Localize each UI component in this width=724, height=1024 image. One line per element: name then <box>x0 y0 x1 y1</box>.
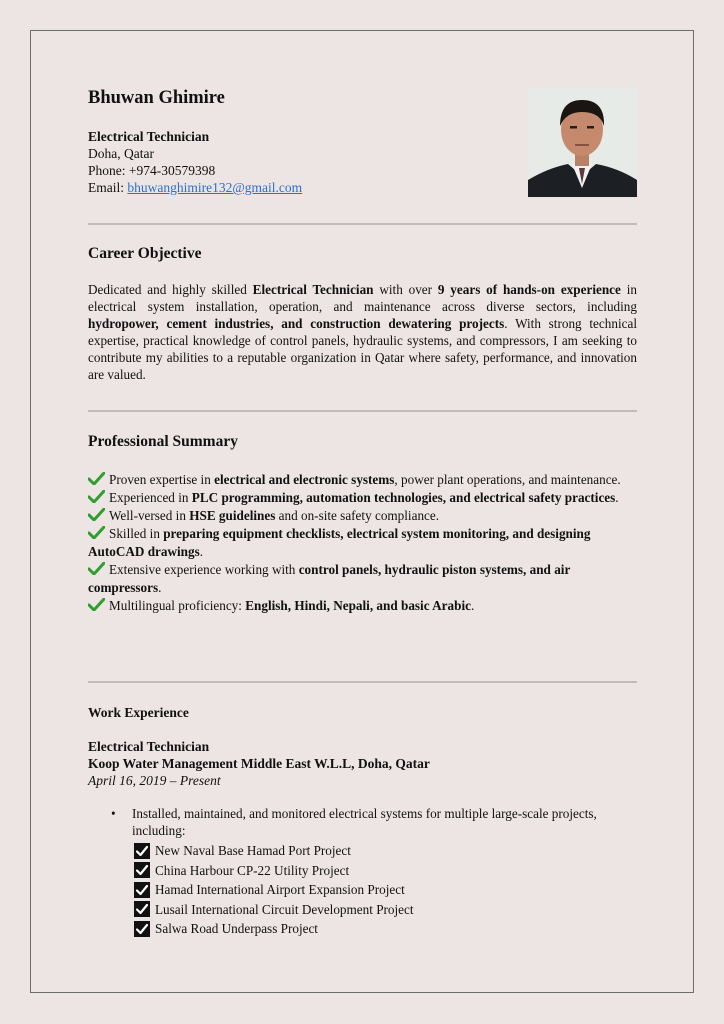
project-list <box>134 841 414 939</box>
job-entry <box>88 738 430 789</box>
checkbox-checked-icon <box>134 921 150 937</box>
green-check-icon <box>88 598 105 611</box>
email-line <box>88 179 302 196</box>
location: Doha, Qatar <box>88 146 154 161</box>
summary-item <box>88 597 637 615</box>
summary-item-segment: PLC programming, automation technologies, and electrical safety practices <box>191 490 616 505</box>
project-name: Salwa Road Underpass Project <box>155 921 318 936</box>
candidate-name: Bhuwan Ghimire <box>88 88 225 108</box>
summary-item <box>88 471 637 489</box>
green-check-icon <box>88 508 105 521</box>
project-name: New Naval Base Hamad Port Project <box>155 843 351 858</box>
phone: Phone: +974-30579398 <box>88 163 216 178</box>
job-bullet <box>111 805 611 839</box>
checkbox-checked-icon <box>134 882 150 898</box>
professional-summary-list <box>88 471 637 615</box>
summary-item-segment: HSE guidelines <box>189 508 276 523</box>
green-check-icon <box>88 526 105 539</box>
project-name: China Harbour CP-22 Utility Project <box>155 862 350 878</box>
divider-3 <box>88 681 637 683</box>
project-name: Lusail International Circuit Development Project <box>155 901 414 917</box>
person-photo-icon <box>528 88 637 197</box>
job-company: Koop Water Management Middle East W.L.L, Doha, Qatar <box>88 756 430 771</box>
objective-text-segment: with over <box>373 282 438 297</box>
summary-item-segment: Skilled in <box>109 526 164 541</box>
project-item <box>134 919 414 939</box>
objective-text-segment: . With strong technical expertise, practical knowledge of control panels, hydraulic systems, and compressors, I am seeking to contribute my abilities to a reputable organization in Qatar where safety, performance, and innovation are valued. <box>88 316 637 382</box>
checkbox-checked-icon <box>134 843 150 859</box>
summary-item-segment: . <box>470 598 475 613</box>
job-dates: April 16, 2019 – Present <box>88 773 221 788</box>
project-item <box>134 861 414 881</box>
summary-item-segment: Well-versed in <box>109 508 190 523</box>
summary-item-segment: Extensive experience working with <box>109 562 299 577</box>
email-link[interactable]: bhuwanghimire132@gmail.com <box>127 180 303 195</box>
objective-text-segment: in electrical system installation, operation, and maintenance across diverse sectors, including <box>88 282 637 314</box>
green-check-icon <box>88 490 105 503</box>
summary-item-segment: . <box>615 490 619 505</box>
project-name: Hamad International Airport Expansion Project <box>155 882 405 897</box>
work-experience-heading: Work Experience <box>88 705 189 720</box>
project-item <box>134 900 414 920</box>
objective-text-segment: Dedicated and highly skilled <box>88 282 253 297</box>
summary-item-segment: and on-site safety compliance. <box>275 508 440 523</box>
contact-block <box>88 128 302 196</box>
bullet-dot-icon: • <box>111 806 116 821</box>
profile-photo <box>528 88 637 197</box>
summary-item <box>88 561 637 597</box>
career-objective-text <box>88 281 637 383</box>
summary-item-segment: Proven expertise in <box>109 472 215 487</box>
summary-item <box>88 525 637 561</box>
project-item <box>134 841 414 861</box>
summary-item-segment: English, Hindi, Nepali, and basic Arabic <box>245 598 471 613</box>
job-bullet-text: Installed, maintained, and monitored electrical systems for multiple large-scale projects, including: <box>132 806 597 838</box>
summary-item-segment: . <box>199 544 204 559</box>
professional-summary-heading: Professional Summary <box>88 433 238 450</box>
summary-item-segment: Experienced in <box>109 490 192 505</box>
objective-text-segment: hydropower, cement industries, and construction dewatering projects <box>88 316 505 331</box>
summary-item-segment: electrical and electronic systems <box>214 472 395 487</box>
checkbox-checked-icon <box>134 901 150 917</box>
divider-1 <box>88 223 637 225</box>
green-check-icon <box>88 562 105 575</box>
summary-item <box>88 507 637 525</box>
project-item <box>134 880 414 900</box>
objective-text-segment: Electrical Technician <box>252 282 374 297</box>
email-label: Email: <box>88 180 128 195</box>
summary-item-segment: . <box>158 580 162 595</box>
divider-2 <box>88 410 637 412</box>
summary-item <box>88 489 637 507</box>
resume-page <box>30 30 694 993</box>
objective-text-segment: 9 years of hands-on experience <box>437 282 621 297</box>
checkbox-checked-icon <box>134 862 150 878</box>
summary-item-segment: , power plant operations, and maintenance. <box>394 472 621 487</box>
career-objective-heading: Career Objective <box>88 245 202 262</box>
summary-item-segment: Multilingual proficiency: <box>109 598 246 613</box>
summary-item-segment: control panels, hydraulic piston systems, and air compressors <box>88 562 571 595</box>
job-title: Electrical Technician <box>88 129 210 144</box>
summary-item-segment: preparing equipment checklists, electrical system monitoring, and designing AutoCAD drawings <box>88 526 591 559</box>
job-position: Electrical Technician <box>88 739 210 754</box>
green-check-icon <box>88 472 105 485</box>
